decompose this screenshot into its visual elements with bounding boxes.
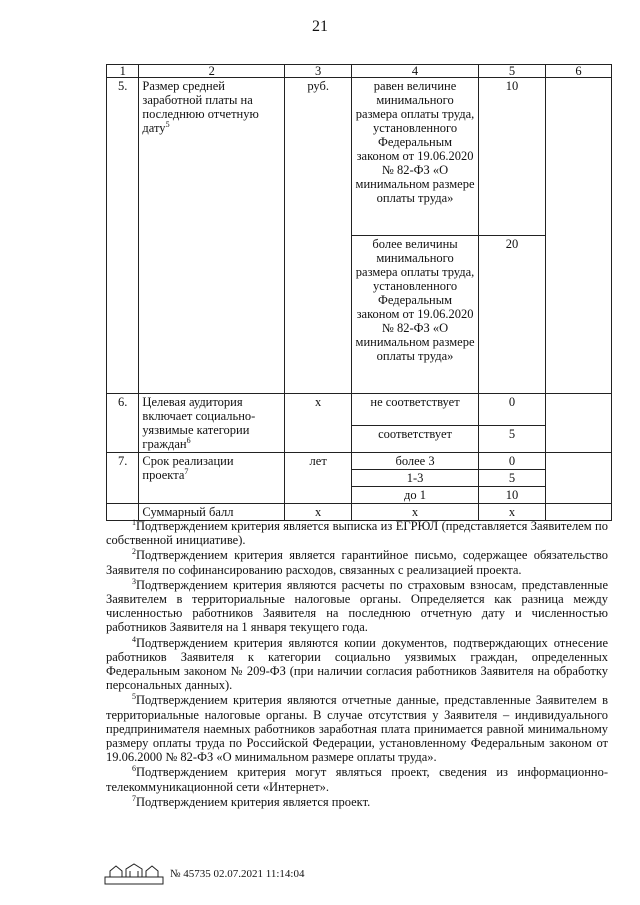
footnote-ref: 5 (165, 119, 170, 129)
empty-cell (546, 394, 612, 453)
footnote: $^5$Подтверждением критерия являются отчетные данные, представленные Заявителем в территориальные налоговые органы. В случае отсутствия у Заявителя – индивидуального предпринимателя наемных работников заработная плата принимается равной минимальному размеру оплаты труда по Российской Федерации, установленному Федеральным законом от 19.06.2000 № 82-ФЗ «О минимальном размере оплаты труда». (106, 692, 608, 765)
header-cell-6: 6 (546, 65, 612, 78)
unit-cell: руб. (285, 78, 352, 394)
table-header-row (107, 65, 612, 78)
score-cell: 5 (478, 425, 545, 452)
score-cell: 20 (478, 236, 545, 394)
registry-logo-icon (104, 863, 164, 885)
criterion-name: Размер средней заработной платы на последнюю отчетную дату$^5$ (139, 78, 285, 394)
score-cell: 10 (478, 78, 545, 236)
footnote: $^1$Подтверждением критерия является выписка из ЕГРЮЛ (представляется Заявителем по собственной инициативе). (106, 517, 608, 548)
row-number: 6. (107, 394, 139, 453)
footnote: $^3$Подтверждением критерия являются расчеты по страховым взносам, представленные Заявителем в территориальные налоговые органы. Определяется как разница между численностью работников Заявителя на последнюю отчетную дату и численностью работников Заявителя на 1 января текущего года. (106, 576, 608, 635)
total-unit: х (285, 504, 352, 521)
footnote: $^4$Подтверждением критерия являются копии документов, подтверждающих отнесение работников Заявителя к категории социально уязвимых граждан, определенных Федеральным законом № 209-ФЗ (при наличии согласия работников Заявителя на обработку персональных данных). (106, 634, 608, 693)
score-cell: 0 (478, 453, 545, 470)
header-cell-5: 5 (478, 65, 545, 78)
option-cell: до 1 (352, 487, 479, 504)
total-score: х (478, 504, 545, 521)
option-cell: равен величине минимального размера оплаты труда, установленного Федеральным законом от 19.06.2020 № 82-ФЗ «О минимальном размере оплаты труда» (352, 78, 479, 236)
empty-cell (546, 78, 612, 394)
footnote: $^6$Подтверждением критерия могут являться проект, сведения из информационно-телекоммуникационной сети «Интернет». (106, 764, 608, 794)
document-stamp (104, 863, 304, 885)
footnote-ref: 6 (186, 435, 191, 445)
stamp-datetime: 02.07.2021 11:14:04 (213, 868, 305, 880)
unit-cell: лет (285, 453, 352, 504)
table-row (107, 453, 612, 470)
header-cell-3: 3 (285, 65, 352, 78)
header-cell-2: 2 (139, 65, 285, 78)
score-cell: 0 (478, 394, 545, 426)
score-cell: 5 (478, 470, 545, 487)
option-cell: более 3 (352, 453, 479, 470)
total-option: х (352, 504, 479, 521)
criteria-table (106, 64, 612, 521)
page-number: 21 (312, 18, 328, 35)
stamp-doc-number: № 45735 (170, 868, 211, 880)
empty-cell (546, 504, 612, 521)
criterion-name: Целевая аудитория включает социально-уязвимые категории граждан$^6$ (139, 394, 285, 453)
footnote: $^2$Подтверждением критерия является гарантийное письмо, содержащее обязательство Заявителя по софинансированию расходов, связанных с реализацией проекта. (106, 547, 608, 577)
header-cell-4: 4 (352, 65, 479, 78)
option-cell: не соответствует (352, 394, 479, 426)
table-row (107, 78, 612, 236)
option-cell: 1-3 (352, 470, 479, 487)
footnotes (106, 519, 608, 810)
unit-cell: х (285, 394, 352, 453)
table-row (107, 394, 612, 426)
header-cell-1: 1 (107, 65, 139, 78)
criterion-name: Срок реализации проекта$^7$ (139, 453, 285, 504)
option-cell: более величины минимального размера оплаты труда, установленного Федеральным законом от 19.06.2020 № 82-ФЗ «О минимальном размере оплаты труда» (352, 236, 479, 394)
option-cell: соответствует (352, 425, 479, 452)
row-number: 5. (107, 78, 139, 394)
footnote: $^7$Подтверждением критерия является проект. (132, 793, 371, 809)
row-number: 7. (107, 453, 139, 504)
total-label: Суммарный балл (139, 504, 285, 521)
footnote-ref: 7 (184, 466, 189, 476)
empty-cell (546, 453, 612, 504)
total-row (107, 504, 612, 521)
score-cell: 10 (478, 487, 545, 504)
